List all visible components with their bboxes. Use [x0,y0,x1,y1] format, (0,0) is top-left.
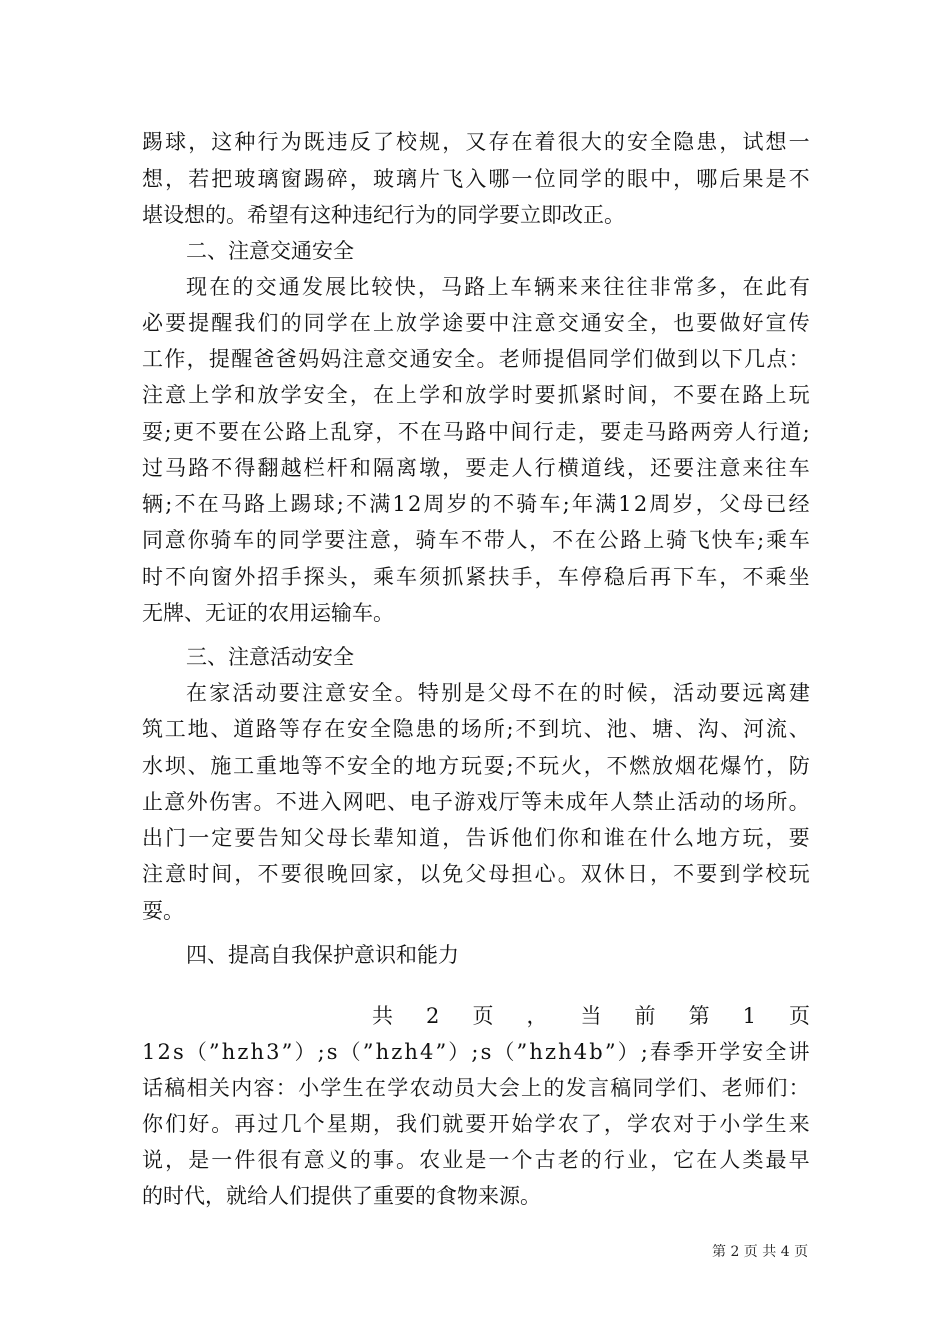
pager-token: 共 [372,1004,393,1028]
text-line: 注 意 时 间 ， 不 要 很 晚 回 家 ， 以 免 父 母 担 心 。 双 休 日 ， 不 要 到 学 校 玩 [142,862,810,886]
text-line: 止 意 外 伤 害 。 不 进 入 网 吧 、 电 子 游 戏 厅 等 未 成 年 人 禁 止 活 动 的 场 所 。 [142,790,810,814]
text-line: 水 坝 、 施 工 重 地 等 不 安 全 的 地 方 玩 耍 ; 不 玩 火 ， 不 燃 放 烟 花 爆 竹 ， 防 [142,754,810,778]
page-indicator [372,1002,810,1030]
section-heading-self-protection: 四、提高自我保护意识和能力 [186,943,459,967]
text-line: 踢 球 ， 这 种 行 为 既 违 反 了 校 规 ， 又 存 在 着 很 大 的 安 全 隐 患 ， 试 想 一 [142,130,810,154]
section-heading-traffic: 二、注意交通安全 [186,239,354,263]
text-line: 同 意 你 骑 车 的 同 学 要 注 意 ， 骑 车 不 带 人 ， 不 在 公 路 上 骑 飞 快 车 ; 乘 车 [142,528,810,552]
text-line: 过 马 路 不 得 翻 越 栏 杆 和 隔 离 墩 ， 要 走 人 行 横 道 线 ， 还 要 注 意 来 往 车 [142,456,810,480]
text-line: 耍 ; 更 不 要 在 公 路 上 乱 穿 ， 不 在 马 路 中 间 行 走 ， 要 走 马 路 两 旁 人 行 道 ; [142,420,810,444]
footer-page-label: 第 2 页 共 4 页 [712,1244,809,1260]
pager-token: 2 [426,1004,440,1028]
pager-token: ， [526,1004,548,1028]
pager-token: 当 [580,1004,602,1028]
pager-token: 页 [472,1004,494,1028]
text-line: 1 2 s （ ” h z h 3 ” ） ; s （ ” h z h 4 ” ） ; s （ ” h z h 4 b ” ） ; 春 季 开 学 安 全 讲 [142,1040,810,1064]
text-line: 的时代，就给人们提供了重要的食物来源。 [142,1184,541,1208]
text-line: 必 要 提 醒 我 们 的 同 学 在 上 放 学 途 要 中 注 意 交 通 安 全 ， 也 要 做 好 宣 传 [142,311,810,335]
text-line: 工 作 ， 提 醒 爸 爸 妈 妈 注 意 交 通 安 全 。 老 师 提 倡 同 学 们 做 到 以 下 几 点 ： [142,347,810,371]
text-line: 时 不 向 窗 外 招 手 探 头 ， 乘 车 须 抓 紧 扶 手 ， 车 停 稳 后 再 下 车 ， 不 乘 坐 [142,565,810,589]
text-line: 想 ， 若 把 玻 璃 窗 踢 碎 ， 玻 璃 片 飞 入 哪 一 位 同 学 的 眼 中 ， 哪 后 果 是 不 [142,167,810,191]
text-line: 在 家 活 动 要 注 意 安 全 。 特 别 是 父 母 不 在 的 时 候 ， 活 动 要 远 离 建 [186,681,810,705]
text-line: 出 门 一 定 要 告 知 父 母 长 辈 知 道 ， 告 诉 他 们 你 和 谁 在 什 么 地 方 玩 ， 要 [142,826,810,850]
text-line: 说 ， 是 一 件 很 有 意 义 的 事 。 农 业 是 一 个 古 老 的 行 业 ， 它 在 人 类 最 早 [142,1148,810,1172]
text-line: 你 们 好 。 再 过 几 个 星 期 ， 我 们 就 要 开 始 学 农 了 ， 学 农 对 于 小 学 生 来 [142,1112,810,1136]
text-line: 堪设想的。希望有这种违纪行为的同学要立即改正。 [142,203,625,227]
text-line: 筑 工 地 、 道 路 等 存 在 安 全 隐 患 的 场 所 ; 不 到 坑 、 池 、 塘 、 沟 、 河 流 、 [142,717,810,741]
text-line: 现 在 的 交 通 发 展 比 较 快 ， 马 路 上 车 辆 来 来 往 往 非 常 多 ， 在 此 有 [186,275,810,299]
text-line: 耍。 [142,899,184,923]
pager-token: 第 [688,1004,710,1028]
pager-token: 页 [789,1004,810,1028]
pager-token: 前 [634,1004,656,1028]
section-heading-activity: 三、注意活动安全 [186,645,354,669]
text-line: 话 稿 相 关 内 容 ： 小 学 生 在 学 农 动 员 大 会 上 的 发 言 稿 同 学 们 、 老 师 们 ： [142,1076,810,1100]
text-line: 注 意 上 学 和 放 学 安 全 ， 在 上 学 和 放 学 时 要 抓 紧 时 间 ， 不 要 在 路 上 玩 [142,383,810,407]
pager-token: 1 [742,1004,756,1028]
text-line: 无牌、无证的农用运输车。 [142,601,394,625]
text-line: 辆 ; 不 在 马 路 上 踢 球 ; 不 满 1 2 周 岁 的 不 骑 车 ; 年 满 1 2 周 岁 ， 父 母 已 经 [142,492,810,516]
